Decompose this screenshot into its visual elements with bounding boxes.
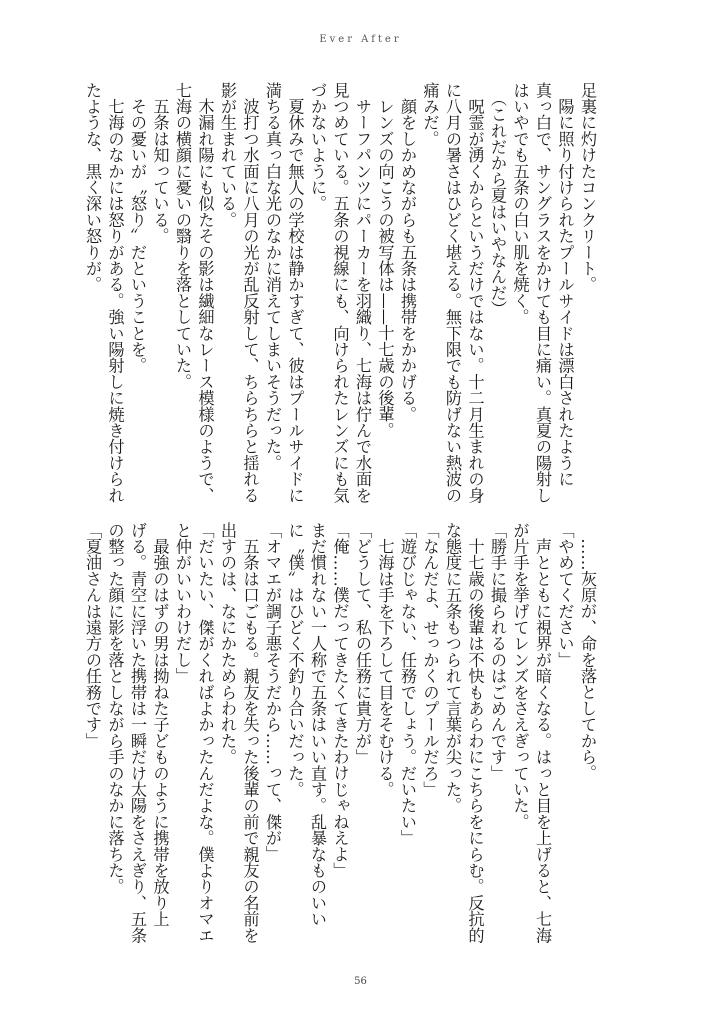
text-column: 五条は知っている。 (150, 82, 170, 244)
text-column: レンズの向こうの被写体は——十七歳の後輩。 (375, 82, 395, 439)
text-column: 「どうして、私の任務に貴方が」 (353, 522, 372, 765)
text-column: 七海は手を下ろして目をそむける。 (375, 522, 395, 798)
text-column: その憂いが〝怒り〟だということを。 (128, 82, 147, 374)
text-column: 見つめている。五条の視線にも、向けられたレンズにも気 (330, 82, 350, 504)
text-column: の整った顔に影を落としながら手のなかに落ちた。 (105, 522, 125, 895)
text-column: 「勝手に撮られるのはごめんです」 (488, 522, 507, 782)
text-column: 「やめてください」 (555, 522, 575, 668)
text-column: 声とともに視界が暗くなる。はっと目を上げると、七海 (533, 522, 552, 944)
text-column: 「オマエが調子悪そうだから……って、傑が」 (263, 522, 282, 863)
text-column: 十七歳の後輩は不快もあらわにこちらをにらむ。反抗的 (465, 522, 485, 944)
text-column: 真っ白で、サングラスをかけても目に痛い。真夏の陽射し (533, 82, 552, 504)
text-column: 七海のなかには怒りがある。強い陽射しに焼き付けられ (105, 82, 125, 504)
text-column: 「なんだよ、せっかくのプールだろ」 (420, 522, 440, 798)
text-column: と仲がいいわけだし」 (173, 522, 192, 684)
text-column: 陽に照り付けられたプールサイドは漂白されたように (555, 82, 575, 487)
text-column: 出すのは、なにかためらわれた。 (218, 522, 237, 765)
text-column: 「夏油さんは遠方の任務です」 (83, 522, 102, 749)
text-column: 「遊びじゃない、任務でしょう。だいたい」 (398, 522, 417, 846)
text-column: はいやでも五条の白い肌を焼く。 (510, 82, 530, 325)
text-column: たような、黒く深い怒りが。 (83, 82, 102, 293)
text-column: が片手を挙げてレンズをさえぎっていた。 (510, 522, 530, 830)
text-column: ……灰原が、命を落としてから。 (578, 522, 597, 782)
text-column: な態度に五条もつられて言葉が尖った。 (443, 522, 462, 814)
text-column: （これだから夏はいやなんだ） (488, 82, 507, 317)
text-block-upper (80, 82, 598, 504)
text-column: げる。青空に浮いた携帯は一瞬だけ太陽をさえぎり、五条 (128, 522, 147, 944)
text-column: に〝僕〟はひどく不釣り合いだった。 (285, 522, 305, 798)
text-column: 「俺……僕だってきたくてきたわけじゃねえよ」 (330, 522, 350, 879)
text-column: 七海の横顔に憂いの翳りを落としていた。 (173, 82, 192, 390)
running-title: Ever After (319, 34, 402, 45)
page-number: 56 (354, 976, 367, 987)
text-column: 最強のはずの男は拗ねた子どものように携帯を放り上 (150, 522, 170, 927)
text-column: 痛みだ。 (420, 82, 440, 147)
text-column: 満ちる真っ白な光のなかに消えてしまいそうだった。 (263, 82, 282, 471)
text-column: 木漏れ陽にも似たその影は繊細なレース模様のようで、 (195, 82, 215, 504)
text-column: 影が生まれている。 (218, 82, 237, 228)
text-column: サーフパンツにパーカーを羽織り、七海は佇んで水面を (353, 82, 372, 504)
text-column: 夏休みで無人の学校は静かすぎて、彼はプールサイドに (285, 82, 305, 504)
text-column: 五条は口ごもる。親友を失った後輩の前で親友の名前を (240, 522, 260, 944)
text-column: 「だいたい、傑がくればよかったんだよな。僕よりオマエ (195, 522, 215, 944)
text-column: に八月の暑さはひどく堪える。無下限でも防げない熱波の (443, 82, 462, 504)
text-block-lower (80, 522, 598, 944)
text-column: 波打つ水面に八月の光が乱反射して、ちらちらと揺れる (240, 82, 260, 504)
text-column: まだ慣れない一人称で五条はいい直す。乱暴なものいい (308, 522, 327, 927)
text-column: づかないように。 (308, 82, 327, 212)
text-column: 呪霊が湧くからというだけではない。十二月生まれの身 (465, 82, 485, 504)
text-column: 顔をしかめながらも五条は携帯をかかげる。 (398, 82, 417, 423)
text-column: 足裏に灼けたコンクリート。 (578, 82, 597, 293)
